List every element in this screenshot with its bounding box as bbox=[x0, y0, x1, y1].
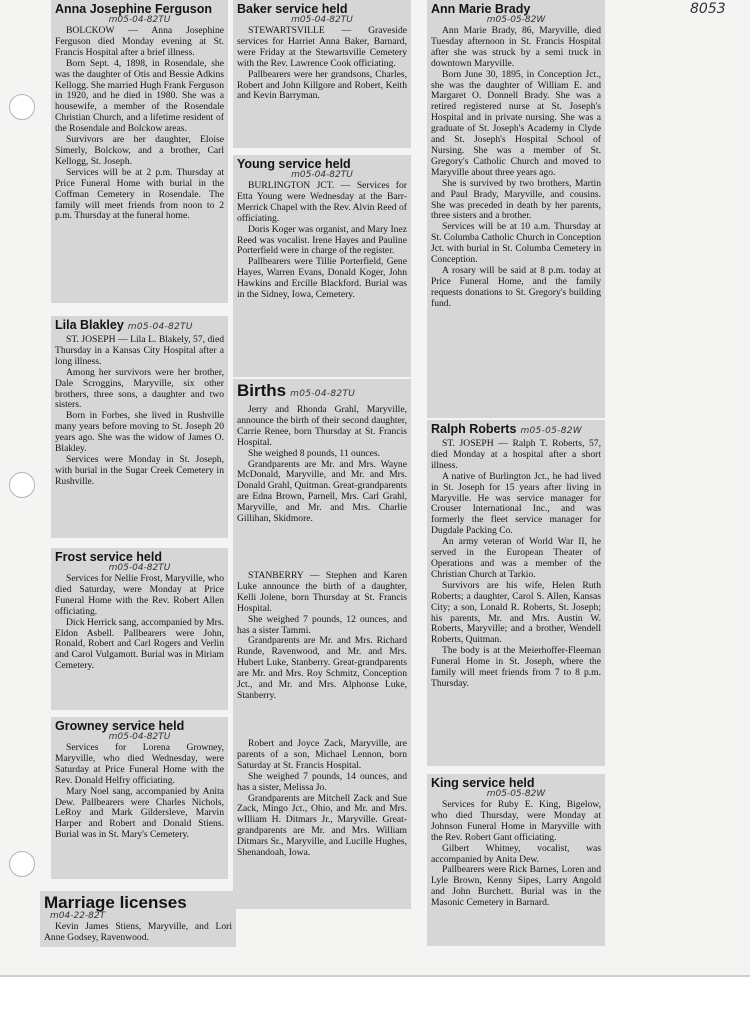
clipping-paragraph: Survivors are her daughter, Eloise Simerly, Bolckow, and a brother, Carl Kellogg, St. Joseph. bbox=[55, 134, 224, 167]
clipping-birth-luke bbox=[233, 569, 411, 737]
clipping-paragraph: Doris Koger was organist, and Mary Inez Reed was vocalist. Irene Hayes and Pauline Porterfield were in charge of the register. bbox=[237, 223, 407, 257]
handwritten-date-note: m05-05-82W bbox=[486, 789, 546, 799]
clipping-birth-zack bbox=[233, 737, 411, 909]
handwritten-date-note: m05-04-82TU bbox=[127, 322, 193, 332]
clipping-paragraph: Born Sept. 4, 1898, in Rosendale, she was the daughter of Otis and Bessie Adkins Kellogg. She married Hugh Frank Ferguson in 1920, and he died in 1980. She was a housewife, a member of the Rosendale Christian Church, and a lifetime resident of the Rosendale and Bolckow areas. bbox=[55, 57, 224, 135]
clipping-paragraph: Pallbearers were Tillie Porterfield, Gene Hayes, Warren Evans, Donald Koger, John Hawkins and Ercille Blackford. Burial was in the Sidney, Iowa, Cemetery. bbox=[237, 256, 407, 301]
clipping-title: King service held bbox=[431, 776, 535, 790]
clipping-title: Marriage licenses bbox=[44, 893, 187, 912]
clipping-title: Baker service held bbox=[237, 2, 348, 16]
handwritten-date-note: m05-05-82W bbox=[520, 426, 582, 436]
clipping-frost bbox=[51, 548, 228, 710]
clipping-paragraph: Ann Marie Brady, 86, Maryville, died Tuesday afternoon in St. Francis Hospital after she was struck by a semi truck in downtown Maryville. bbox=[431, 25, 601, 69]
clipping-paragraph: Mary Noel sang, accompanied by Anita Dew. Pallbearers were Charles Nichols, LeRoy and Mark Gildersleve, Marvin Harper and Robert and Donald Stiens. Burial was in St. Mary's Cemetery. bbox=[55, 785, 224, 841]
handwritten-date-note: m05-05-82W bbox=[486, 15, 546, 25]
page-number: 8053 bbox=[690, 1, 726, 17]
handwritten-date-note: m05-04-82TU bbox=[291, 170, 353, 180]
clipping-title: Frost service held bbox=[55, 550, 162, 564]
clipping-paragraph: Kevin James Stiens, Maryville, and Lori Anne Godsey, Ravenwood. bbox=[44, 921, 232, 943]
binder-hole bbox=[9, 94, 35, 120]
clipping-paragraph: Grandparents are Mitchell Zack and Sue Zack, Mingo Jct., Ohio, and Mr. and Mrs. wIlliam H. Ditmars Jr., Maryville. Great-grandparents are Mr. and Mrs. William Ditmars Sr., Maryville, and Lucille Hughes, Shenandoah, Iowa. bbox=[237, 792, 407, 859]
clipping-paragraph: STEWARTSVILLE — Graveside services for Harriet Anna Baker, Barnard, were Friday at the Stewartsville Cemetery with the Rev. Lawrence Cook officiating. bbox=[237, 25, 407, 69]
clipping-paragraph: Born in Forbes, she lived in Rushville many years before moving to St. Joseph 20 years ago. She was the widow of James O. Blakley. bbox=[55, 410, 224, 455]
binder-hole bbox=[9, 851, 35, 877]
clipping-title-text: Births bbox=[237, 381, 287, 400]
binder-hole bbox=[9, 472, 35, 498]
clipping-paragraph: An army veteran of World War II, he served in the European Theater of Operations and was a member of the Christian Church at Tarkio. bbox=[431, 536, 601, 580]
clipping-title bbox=[55, 318, 224, 334]
clipping-marriage-licenses bbox=[40, 891, 236, 947]
handwritten-date-note: m04-22-82T bbox=[50, 911, 106, 921]
clipping-paragraph: ST. JOSEPH — Ralph T. Roberts, 57, died Monday at a hospital after a short illness. bbox=[431, 438, 601, 471]
clipping-paragraph: Pallbearers were her grandsons, Charles, Robert and John Killgore and Robert, Keith and Kevin Barryman. bbox=[237, 68, 407, 102]
clipping-paragraph: She weighed 7 pounds, 12 ounces, and has a sister Tammi. bbox=[237, 613, 407, 636]
handwritten-date-note: m05-04-82TU bbox=[108, 732, 171, 742]
clipping-title: Young service held bbox=[237, 157, 351, 171]
clipping-paragraph: Born June 30, 1895, in Conception Jct., she was the daughter of William E. and Margaret O. Donnell Brady. She was a retired registered nurse at St. Joseph's Hospital and in private nursing. She was a graduate of St. Joseph's Academy in Clyde and St. Joseph's Hospital School of Nursing. She was a member of St. Gregory's Catholic Church and moved to Maryville about three years ago. bbox=[431, 68, 601, 178]
clipping-paragraph: Gilbert Whitney, vocalist, was accompanied by Anita Dew. bbox=[431, 842, 601, 865]
handwritten-date-note: m05-04-82TU bbox=[291, 15, 353, 25]
clipping-blakley bbox=[51, 316, 228, 538]
clipping-young bbox=[233, 155, 411, 377]
clipping-title: Anna Josephine Ferguson bbox=[55, 2, 212, 16]
clipping-paragraph: Pallbearers were Rick Barnes, Loren and Lyle Brown, Kenny Sipes, Larry Angold and John Burchett. Burial was in the Masonic Cemetery in Barnard. bbox=[431, 864, 601, 909]
clipping-paragraph: Grandparents are Mr. and Mrs. Richard Runde, Ravenwood, and Mr. and Mrs. Hubert Luke, Stanberry. Great-grandparents are Mr. and Mrs. Roy Schmitz, Conception Jct., and Mr. and Mrs. Alphonse Luke, Stanberry. bbox=[237, 635, 407, 701]
clipping-paragraph: She weighed 8 pounds, 11 ounces. bbox=[248, 447, 381, 459]
clipping-paragraph: Services will be at 10 a.m. Thursday at St. Columba Catholic Church in Conception Jct. with burial in St. Columba Cemetery in Conception. bbox=[431, 221, 602, 266]
clipping-paragraph: Jerry and Rhonda Grahl, Maryville, announce the birth of their second daughter, Carrie Renee, born Thursday at St. Francis Hospital. bbox=[237, 404, 407, 448]
clipping-paragraph: She is survived by two brothers, Martin and Paul Brady, Maryville, and cousins. She was preceded in death by her parents, three sisters and a brother. bbox=[431, 177, 601, 222]
clipping-paragraph: STANBERRY — Stephen and Karen Luke announce the birth of a daughter, Kelli Jolene, born Thursday at St. Francis Hospital. bbox=[237, 570, 407, 614]
clipping-roberts bbox=[427, 420, 605, 766]
clipping-paragraph: BOLCKOW — Anna Josephine Ferguson died Monday evening at St. Francis Hospital after a brief illness. bbox=[55, 25, 224, 58]
clipping-paragraph: Services for Lorena Growney, Maryville, who died Wednesday, were Saturday at Price Funeral Home with the Rev. Donald Helfry officiating. bbox=[55, 742, 224, 786]
clipping-paragraph: A rosary will be said at 8 p.m. today at Price Funeral Home, and the family requests donations to St. Gregory's building fund. bbox=[431, 264, 601, 309]
clipping-paragraph: ST. JOSEPH — Lila L. Blakely, 57, died Thursday in a Kansas City Hospital after a long illness. bbox=[55, 334, 224, 367]
clipping-brady bbox=[427, 0, 605, 418]
clipping-ferguson bbox=[51, 0, 228, 303]
clipping-paragraph: BURLINGTON JCT. — Services for Etta Young were Wednesday at the Barr-Merrick Chapel with the Rev. Alvin Reed of officiating. bbox=[237, 180, 407, 224]
clipping-paragraph: A native of Burlington Jct., he had lived in St. Joseph for 15 years after living in Maryville. He was service manager for Crouser International Inc., and was formerly the fleet service manager for Dugdale Packing Co. bbox=[431, 470, 601, 537]
clipping-paragraph: Services for Ruby E. King, Bigelow, who died Thursday, were Monday at Johnson Funeral Home in Maryville with the Rev. Robert Gant officiating. bbox=[431, 799, 601, 843]
clipping-paragraph: The body is at the Meierhoffer-Fleeman Funeral Home in St. Joseph, where the family will meet friends from 7 to 8 p.m. Thursday. bbox=[431, 645, 601, 689]
clipping-title: Growney service held bbox=[55, 719, 185, 733]
clipping-paragraph: Survivors are his wife, Helen Ruth Roberts; a daughter, Carol S. Allen, Kansas City; a son, Lonald R. Roberts, St. Joseph; his parents, Mr. and Mrs. Austin W. Roberts, Maryville; and a brother, Wendell Roberts, Quitman. bbox=[431, 579, 601, 646]
clipping-paragraph: Dick Herrick sang, accompanied by Mrs. Eldon Asbell. Pallbearers were John, Ronald, Robert and Carl Rogers and Verlin and Carol Vulgamott. Burial was in Miriam Cemetery. bbox=[55, 616, 224, 672]
handwritten-date-note: m05-04-82TU bbox=[290, 389, 356, 399]
clipping-title-text: Lila Blakley bbox=[55, 318, 124, 332]
clipping-births bbox=[233, 379, 411, 571]
clipping-title bbox=[237, 381, 407, 404]
clipping-title bbox=[431, 422, 601, 438]
clipping-paragraph: Among her survivors were her brother, Dale Scroggins, Maryville, six other brothers, three sons, a daughter and two sisters. bbox=[55, 366, 224, 411]
clipping-paragraph: Robert and Joyce Zack, Maryville, are parents of a son, Michael Lennon, born Saturday at St. Francis Hospital. bbox=[237, 738, 407, 771]
handwritten-date-note: m05-04-82TU bbox=[108, 15, 171, 25]
clipping-baker bbox=[233, 0, 411, 148]
clipping-paragraph: Grandparents are Mr. and Mrs. Wayne McDonald, Maryville, and Mr. and Mrs. Donald Grahl, Quitman. Great-grandparents are Edna Brown, Parnell, Mrs. Carl Grahl, Maryville, and Mr. and Mrs. Charlie Gillihan, Skidmore. bbox=[237, 458, 407, 525]
clipping-paragraph: Services were Monday in St. Joseph, with burial in the Sugar Creek Cemetery in Rushville. bbox=[55, 453, 224, 487]
clipping-king bbox=[427, 774, 605, 946]
clipping-title: Ann Marie Brady bbox=[431, 2, 531, 16]
clipping-paragraph: She weighed 7 pounds, 14 ounces, and has a sister, Melissa Jo. bbox=[237, 770, 407, 793]
clipping-title-text: Ralph Roberts bbox=[431, 422, 517, 436]
clipping-paragraph: Services for Nellie Frost, Maryville, who died Saturday, were Monday at Price Funeral Home with the Rev. Robert Allen officiating. bbox=[55, 573, 224, 617]
handwritten-date-note: m05-04-82TU bbox=[108, 563, 171, 573]
clipping-paragraph: Services will be at 2 p.m. Thursday at Price Funeral Home with burial in the Coffman Cemetery in Rosendale. The family will meet friends from noon to 2 p.m. Thursday at the funeral home. bbox=[55, 166, 224, 222]
clipping-growney bbox=[51, 717, 228, 879]
